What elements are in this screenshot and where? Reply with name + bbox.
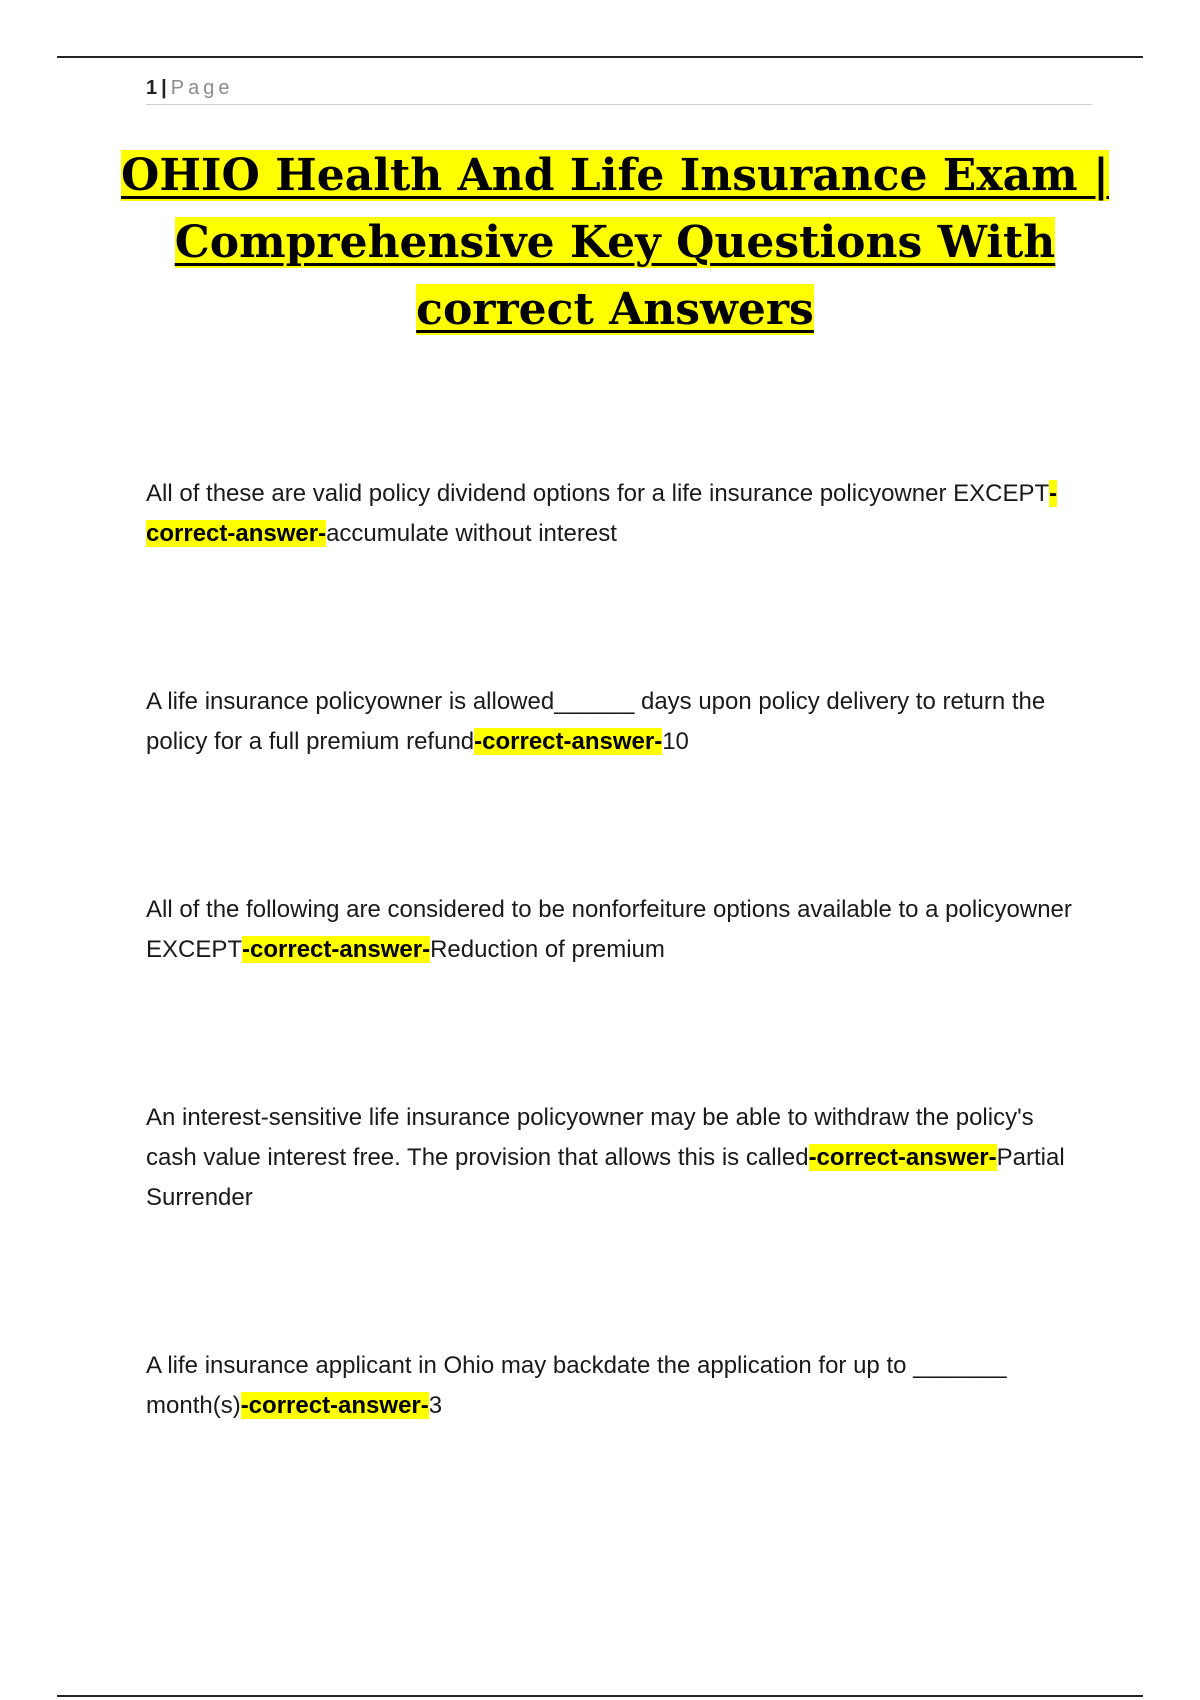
correct-answer-marker: -correct-answer- <box>242 936 431 963</box>
question-text: An interest-sensitive life insurance policyowner may be able to withdraw the policy's cash value interest free. The provision that allows this is called <box>146 1104 1034 1171</box>
qa-item-2 <box>146 682 1086 762</box>
answer-text: 10 <box>662 728 689 755</box>
question-text: All of these are valid policy dividend options for a life insurance policyowner EXCEPT <box>146 480 1050 507</box>
top-rule <box>57 56 1143 58</box>
qa-item-4 <box>146 1098 1086 1218</box>
question-text: All of the following are considered to be nonforfeiture options available to a policyowner EXCEPT <box>146 896 1072 963</box>
qa-item-1 <box>146 474 1086 554</box>
bottom-rule <box>57 1695 1143 1697</box>
document-title-text: OHIO Health And Life Insurance Exam | Comprehensive Key Questions With correct Answers <box>121 150 1109 335</box>
question-text: A life insurance policyowner is allowed______ days upon policy delivery to return the policy for a full premium refund <box>146 688 1046 755</box>
answer-text: accumulate without interest <box>326 520 617 547</box>
page-header <box>146 74 1092 105</box>
answer-text: Partial Surrender <box>146 1144 1065 1211</box>
answer-text: Reduction of premium <box>430 936 665 963</box>
page-word: Page <box>170 77 234 99</box>
qa-item-3 <box>146 890 1086 970</box>
correct-answer-marker: -correct-answer- <box>146 480 1058 547</box>
correct-answer-marker: -correct-answer- <box>808 1144 997 1171</box>
question-text: A life insurance applicant in Ohio may backdate the application for up to _______ month(s) <box>146 1352 1007 1419</box>
answer-text: 3 <box>428 1392 443 1419</box>
document-title <box>120 142 1110 343</box>
page-separator: | <box>161 77 167 99</box>
correct-answer-marker: -correct-answer- <box>474 728 663 755</box>
correct-answer-marker: -correct-answer- <box>240 1392 429 1419</box>
qa-item-5 <box>146 1346 1086 1426</box>
page-number: 1 <box>146 77 158 99</box>
